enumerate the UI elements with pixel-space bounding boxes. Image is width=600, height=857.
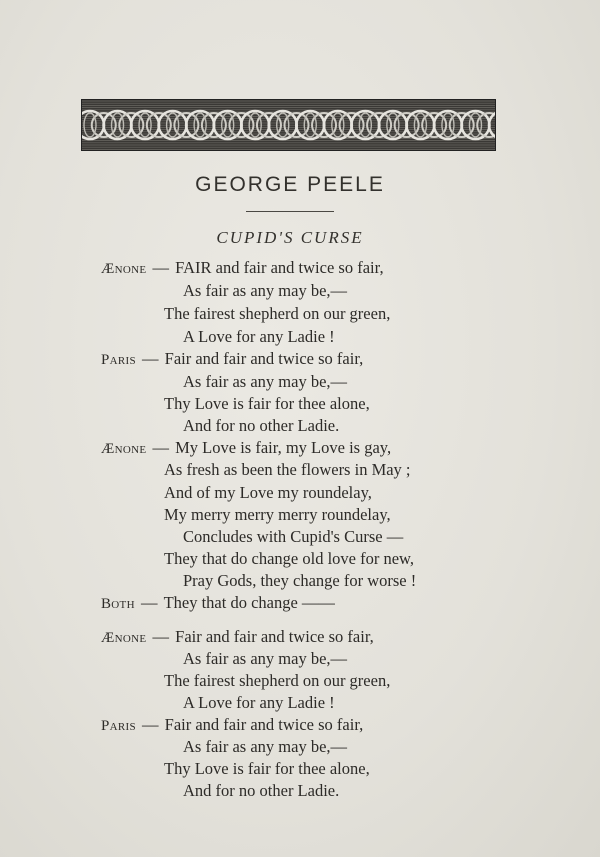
speaker-dash: —: [137, 349, 163, 368]
verse-text: And for no other Ladie.: [183, 781, 340, 800]
poem-line: [183, 372, 347, 392]
speaker-dash: —: [137, 715, 163, 734]
poem-line: [164, 759, 370, 779]
verse-text: Fair and fair and twice so fair,: [175, 627, 374, 646]
poem-line: [164, 394, 370, 414]
verse-text: The fairest shepherd on our green,: [164, 304, 391, 323]
interlaced-rings-ornament: [82, 100, 495, 150]
verse-text: Fair and fair and twice so fair,: [164, 715, 364, 734]
verse-text: As fair as any may be,—: [183, 281, 348, 300]
verse-text: Concludes with Cupid's Curse —: [183, 527, 404, 546]
verse-text: The fairest shepherd on our green,: [164, 671, 391, 690]
poem-line: [164, 460, 411, 480]
poem-line: [164, 483, 372, 503]
verse-text: As fresh as been the flowers in May ;: [164, 460, 411, 479]
poem-title: CUPID'S CURSE: [216, 228, 364, 247]
speaker-name: Paris: [101, 352, 136, 368]
poem-line: [101, 349, 363, 370]
poem-line: [183, 737, 347, 757]
speaker-dash: —: [136, 593, 162, 612]
verse-text: FAIR and fair and twice so fair,: [175, 258, 384, 277]
verse-text: As fair as any may be,—: [183, 649, 348, 668]
poem-line: [183, 571, 416, 591]
verse-text: A Love for any Ladie !: [183, 693, 335, 712]
title-divider: [246, 211, 334, 212]
verse-text: Pray Gods, they change for worse !: [183, 571, 417, 590]
poem-line: [101, 438, 391, 459]
speaker-name: Ænone: [101, 261, 147, 277]
poem-line: [101, 715, 363, 736]
poem-line: [183, 281, 347, 301]
verse-text: My Love is fair, my Love is gay,: [175, 438, 392, 457]
speaker-name: Both: [101, 596, 135, 612]
speaker-name: Paris: [101, 718, 136, 734]
poem-line: [164, 505, 391, 525]
verse-text: My merry merry merry roundelay,: [164, 505, 391, 524]
poem-line: [183, 527, 403, 547]
poem-line: [183, 416, 339, 436]
verse-text: Thy Love is fair for thee alone,: [164, 759, 370, 778]
speaker-dash: —: [148, 438, 174, 457]
verse-text: And of my Love my roundelay,: [164, 483, 372, 502]
poem-line: [183, 781, 339, 801]
poem-line: [164, 671, 390, 691]
verse-text: They that do change ——: [163, 593, 335, 612]
verse-text: They that do change old love for new,: [164, 549, 415, 568]
poem-line: [183, 327, 335, 347]
speaker-dash: —: [148, 258, 174, 277]
verse-text: A Love for any Ladie !: [183, 327, 335, 346]
verse-text: As fair as any may be,—: [183, 372, 348, 391]
poem-line: [101, 258, 384, 279]
author-heading: GEORGE PEELE: [195, 173, 385, 196]
poem-line: [183, 649, 347, 669]
speaker-name: Ænone: [101, 630, 147, 646]
verse-text: As fair as any may be,—: [183, 737, 348, 756]
poem-line: [164, 304, 390, 324]
poem-line: [101, 627, 374, 648]
verse-text: And for no other Ladie.: [183, 416, 340, 435]
speaker-name: Ænone: [101, 441, 147, 457]
poem-line: [183, 693, 335, 713]
verse-text: Fair and fair and twice so fair,: [164, 349, 364, 368]
poem-line: [101, 593, 335, 614]
verse-text: Thy Love is fair for thee alone,: [164, 394, 370, 413]
decorative-headpiece: [81, 99, 496, 151]
poem-line: [164, 549, 414, 569]
speaker-dash: —: [148, 627, 174, 646]
